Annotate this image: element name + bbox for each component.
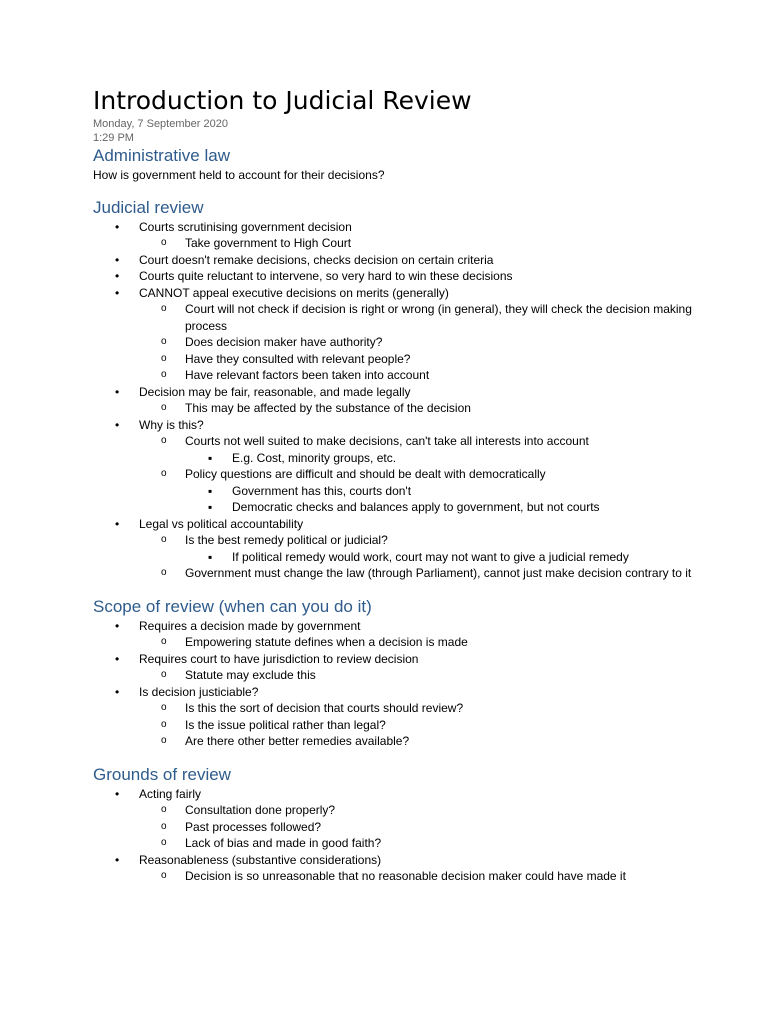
list-item-text: Courts scrutinising government decision — [139, 219, 352, 234]
bullet-marker: • — [115, 269, 120, 284]
list-item-text: Government must change the law (through Parliament), cannot just make decision contrary to it — [185, 566, 692, 581]
bullet-marker: • — [115, 384, 120, 399]
list-item-text: Requires a decision made by government — [139, 618, 361, 633]
list-item — [93, 618, 733, 635]
list-item — [93, 634, 733, 651]
bullet-marker: • — [115, 285, 120, 300]
note-time: 1:29 PM — [93, 132, 134, 144]
bullet-marker: • — [115, 786, 120, 801]
list-item-text: Decision is so unreasonable that no reasonable decision maker could have made it — [185, 869, 626, 884]
list-item — [93, 802, 733, 819]
section-heading-judicial-review: Judicial review — [93, 197, 204, 217]
list-item-text: Acting fairly — [139, 786, 202, 801]
list-item — [93, 450, 733, 467]
bullet-marker: o — [161, 820, 167, 832]
bullet-marker: • — [115, 651, 120, 666]
list-item — [93, 466, 733, 483]
list-item — [93, 852, 733, 869]
list-item — [93, 219, 733, 236]
bullet-marker: o — [161, 336, 167, 348]
list-item-text: CANNOT appeal executive decisions on merits (generally) — [139, 285, 449, 300]
list-item-text: This may be affected by the substance of the decision — [185, 401, 471, 416]
bullet-marker: ▪ — [208, 483, 213, 498]
bullet-list — [93, 219, 733, 582]
list-item-text: Does decision maker have authority? — [185, 335, 383, 350]
bullet-marker: o — [161, 369, 167, 381]
bullet-marker: o — [161, 567, 167, 579]
list-item — [93, 717, 733, 734]
list-item — [93, 786, 733, 803]
list-item-text: Statute may exclude this — [185, 668, 316, 683]
bullet-marker: o — [161, 702, 167, 714]
bullet-marker: o — [161, 468, 167, 480]
list-item-text: Have they consulted with relevant people? — [185, 351, 411, 366]
list-item — [93, 684, 733, 701]
bullet-marker: • — [115, 219, 120, 234]
list-item-text: Reasonableness (substantive considerations) — [139, 852, 382, 867]
list-item — [93, 499, 733, 516]
list-item — [93, 400, 733, 417]
list-item-text: Are there other better remedies available? — [185, 734, 410, 749]
list-item-text: Requires court to have jurisdiction to review decision — [139, 651, 419, 666]
bullet-marker: ▪ — [208, 500, 213, 515]
list-item — [93, 733, 733, 750]
list-item — [93, 565, 733, 582]
list-item-text: Empowering statute defines when a decision is made — [185, 635, 468, 650]
list-item-text: If political remedy would work, court may not want to give a judicial remedy — [232, 549, 629, 564]
list-item — [93, 433, 733, 450]
bullet-list — [93, 618, 733, 750]
list-item — [93, 532, 733, 549]
section-heading-administrative-law: Administrative law — [93, 146, 230, 165]
list-item-text: Court doesn't remake decisions, checks decision on certain criteria — [139, 252, 494, 267]
list-item — [93, 252, 733, 269]
list-item — [93, 417, 733, 434]
list-item-text: Courts quite reluctant to intervene, so very hard to win these decisions — [139, 269, 513, 284]
list-item-text: Policy questions are difficult and should be dealt with democratically — [185, 467, 546, 482]
list-item — [93, 384, 733, 401]
list-item-text: Government has this, courts don't — [232, 483, 412, 498]
list-item — [93, 483, 733, 500]
bullet-marker: ▪ — [208, 549, 213, 564]
bullet-marker: • — [115, 516, 120, 531]
bullet-marker: • — [115, 417, 120, 432]
list-item-text: Lack of bias and made in good faith? — [185, 836, 382, 851]
bullet-marker: o — [161, 636, 167, 648]
list-item-text: Is decision justiciable? — [139, 684, 259, 699]
bullet-marker: o — [161, 303, 167, 315]
list-item-text: Why is this? — [139, 417, 204, 432]
bullet-marker: ▪ — [208, 450, 213, 465]
list-item — [93, 819, 733, 836]
bullet-marker: o — [161, 804, 167, 816]
list-item-text: Have relevant factors been taken into account — [185, 368, 430, 383]
section-heading-scope-of-review: Scope of review (when can you do it) — [93, 596, 372, 616]
note-page — [93, 86, 733, 885]
list-item-text: Is this the sort of decision that courts should review? — [185, 701, 464, 716]
bullet-list — [93, 786, 733, 885]
page-title: Introduction to Judicial Review — [93, 86, 472, 115]
bullet-marker: • — [115, 252, 120, 267]
bullet-marker: o — [161, 735, 167, 747]
list-item-text: Decision may be fair, reasonable, and made legally — [139, 384, 411, 399]
list-item-text: Past processes followed? — [185, 819, 322, 834]
list-item-text: Courts not well suited to make decisions, can't take all interests into account — [185, 434, 589, 449]
list-item — [93, 351, 733, 368]
bullet-marker: o — [161, 718, 167, 730]
bullet-marker: o — [161, 837, 167, 849]
list-item — [93, 367, 733, 384]
list-item — [93, 268, 733, 285]
list-item-text: Court will not check if decision is right or wrong (in general), they will check the decision making process — [185, 302, 692, 333]
list-item — [93, 835, 733, 852]
list-item-text: Is the issue political rather than legal? — [185, 717, 386, 732]
list-item — [93, 334, 733, 351]
list-item — [93, 549, 733, 566]
bullet-marker: • — [115, 684, 120, 699]
list-item — [93, 235, 733, 252]
section-heading-grounds-of-review: Grounds of review — [93, 764, 231, 784]
bullet-marker: o — [161, 870, 167, 882]
list-item — [93, 667, 733, 684]
list-item — [93, 868, 733, 885]
list-item-text: Legal vs political accountability — [139, 516, 304, 531]
list-item — [93, 285, 733, 302]
list-item-text: Is the best remedy political or judicial? — [185, 533, 388, 548]
list-item — [93, 516, 733, 533]
list-item — [93, 651, 733, 668]
bullet-marker: o — [161, 435, 167, 447]
list-item-text: Consultation done properly? — [185, 803, 336, 818]
list-item-text: E.g. Cost, minority groups, etc. — [232, 450, 397, 465]
list-item-text: Democratic checks and balances apply to government, but not courts — [232, 500, 600, 515]
bullet-marker: o — [161, 237, 167, 249]
bullet-marker: o — [161, 669, 167, 681]
bullet-marker: • — [115, 618, 120, 633]
list-item — [93, 700, 733, 717]
bullet-marker: • — [115, 852, 120, 867]
bullet-marker: o — [161, 402, 167, 414]
list-item-text: Take government to High Court — [185, 236, 352, 251]
bullet-marker: o — [161, 534, 167, 546]
bullet-marker: o — [161, 352, 167, 364]
note-date: Monday, 7 September 2020 — [93, 118, 228, 130]
list-item — [93, 301, 733, 334]
section-paragraph: How is government held to account for their decisions? — [93, 168, 385, 182]
